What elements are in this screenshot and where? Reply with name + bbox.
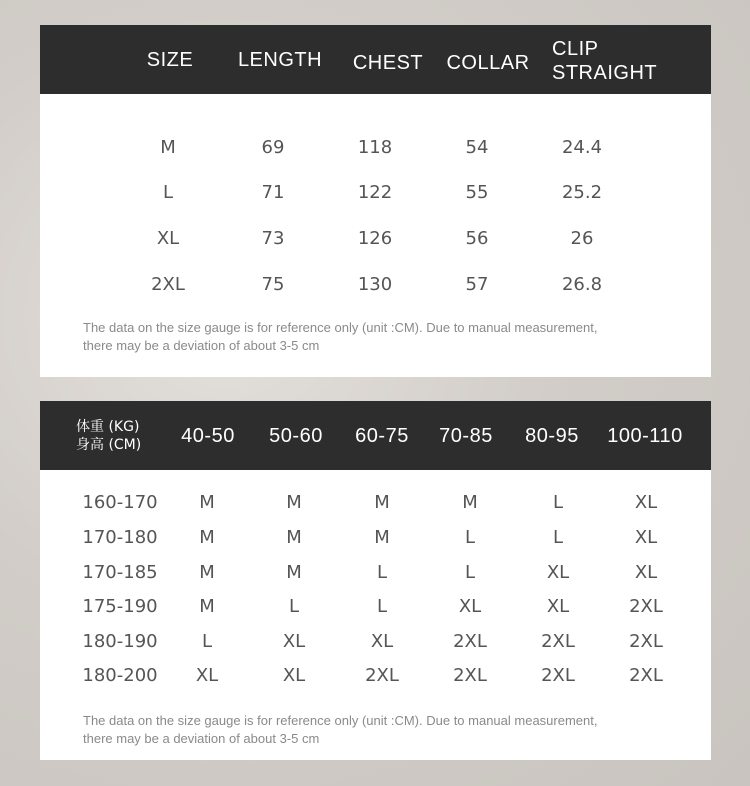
fit-size-cell: XL [458,596,482,617]
fit-size-cell: M [286,527,302,548]
height-cell: 160-170 [82,492,158,513]
fit-size-cell: 2XL [541,631,575,652]
fit-size-cell: L [552,527,564,548]
collar-cell: 56 [465,228,489,249]
height-cell: 170-185 [82,562,158,583]
fit-size-cell: XL [195,665,219,686]
fit-size-cell: L [464,527,476,548]
collar-cell: 57 [465,274,489,295]
fit-size-cell: L [376,562,388,583]
weight-range-header: 60-75 [355,425,409,447]
corner-weight-label: 体重 (KG) [76,419,140,435]
header-collar: COLLAR [446,52,530,74]
fit-size-cell: M [286,562,302,583]
length-cell: 71 [261,182,285,203]
header-clip-line2: STRAIGHT [552,62,658,84]
size-cell: XL [156,228,180,249]
fit-size-cell: L [288,596,300,617]
weight-range-header: 50-60 [269,425,323,447]
fit-size-cell: 2XL [629,596,663,617]
fit-size-cell: XL [634,562,658,583]
fit-size-cell: 2XL [365,665,399,686]
collar-cell: 54 [465,137,489,158]
size-chart-note [83,319,683,355]
fit-size-cell: XL [282,665,306,686]
fit-size-cell: XL [634,527,658,548]
fit-size-cell: XL [546,562,570,583]
clip-straight-cell: 25.2 [561,182,603,203]
note-line-1: The data on the size gauge is for reference only (unit :CM). Due to manual measurement, [83,320,598,335]
fit-size-cell: M [199,596,215,617]
fit-chart-header [40,401,711,470]
size-cell: L [162,182,174,203]
length-cell: 75 [261,274,285,295]
fit-size-cell: 2XL [453,665,487,686]
height-cell: 180-190 [82,631,158,652]
clip-straight-cell: 26.8 [561,274,603,295]
chest-cell: 122 [357,182,393,203]
fit-chart-note [83,712,683,748]
length-cell: 69 [261,137,285,158]
clip-straight-cell: 26 [570,228,594,249]
fit-size-cell: M [286,492,302,513]
fit-size-cell: M [199,492,215,513]
weight-range-header: 100-110 [607,425,683,447]
size-cell: M [160,137,176,158]
fit-size-cell: 2XL [629,665,663,686]
fit-size-cell: L [201,631,213,652]
fit-size-cell: 2XL [629,631,663,652]
size-chart-header [40,25,711,94]
corner-height-label: 身高 (CM) [76,437,142,453]
header-chest: CHEST [352,52,424,74]
length-cell: 73 [261,228,285,249]
fit-size-cell: M [199,562,215,583]
fit-size-cell: XL [546,596,570,617]
size-chart-card [40,25,711,377]
height-cell: 180-200 [82,665,158,686]
header-clip-straight [552,37,662,85]
fit-size-cell: 2XL [453,631,487,652]
fit-size-cell: XL [282,631,306,652]
note-line-1: The data on the size gauge is for reference only (unit :CM). Due to manual measurement, [83,713,598,728]
fit-size-cell: M [374,527,390,548]
height-cell: 170-180 [82,527,158,548]
collar-cell: 55 [465,182,489,203]
fit-size-cell: M [462,492,478,513]
fit-size-cell: XL [634,492,658,513]
chest-cell: 126 [357,228,393,249]
note-line-2: there may be a deviation of about 3-5 cm [83,338,320,353]
fit-size-cell: L [552,492,564,513]
fit-size-cell: L [376,596,388,617]
fit-size-cell: L [464,562,476,583]
header-length: LENGTH [237,49,323,71]
chest-cell: 118 [357,137,393,158]
height-cell: 175-190 [82,596,158,617]
note-line-2: there may be a deviation of about 3-5 cm [83,731,320,746]
corner-label [76,418,141,454]
fit-chart-card [40,401,711,760]
chest-cell: 130 [357,274,393,295]
fit-size-cell: M [374,492,390,513]
header-clip-line1: CLIP [552,38,599,60]
weight-range-header: 70-85 [439,425,493,447]
fit-size-cell: M [199,527,215,548]
weight-range-header: 80-95 [525,425,579,447]
fit-size-cell: XL [370,631,394,652]
weight-range-header: 40-50 [181,425,235,447]
header-size: SIZE [146,49,194,71]
clip-straight-cell: 24.4 [561,137,603,158]
fit-size-cell: 2XL [541,665,575,686]
size-cell: 2XL [151,274,185,295]
